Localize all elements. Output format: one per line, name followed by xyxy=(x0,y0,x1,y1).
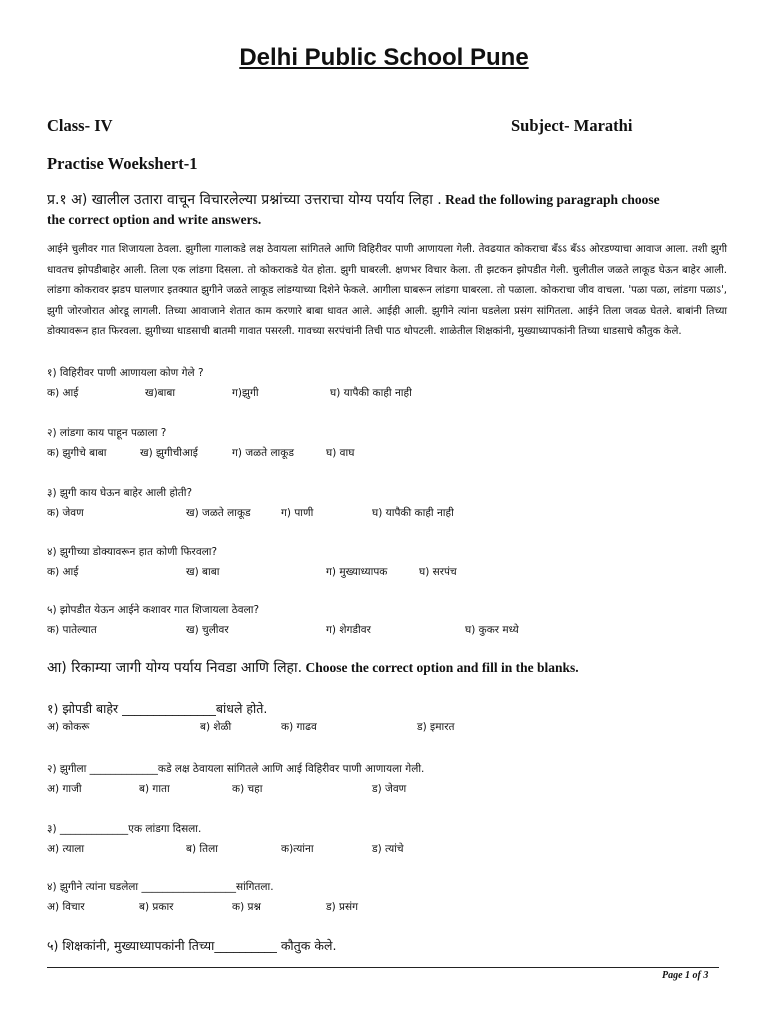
question-1-english-1: Read the following paragraph choose xyxy=(445,192,660,207)
mcq-question-4: ४) झुगीच्या डोक्यावरून हात कोणी फिरवला? xyxy=(47,546,218,558)
fill-option: ब) गाता xyxy=(139,783,170,795)
mcq-option: क) पातेल्यात xyxy=(47,624,97,636)
question-2-marathi: आ) रिकाम्या जागी योग्य पर्याय निवडा आणि लिहा. xyxy=(47,660,303,676)
fill-option: अ) गाजी xyxy=(47,783,82,795)
class-subject-row xyxy=(47,116,727,136)
mcq-option: ख) झुगीचीआई xyxy=(140,447,198,459)
fill-option: क) प्रश्न xyxy=(232,901,261,913)
mcq-question-3: ३) झुगी काय घेऊन बाहेर आली होती? xyxy=(47,487,193,499)
mcq-option: ग)झुगी xyxy=(232,387,259,399)
fill-question-1: १) झोपडी बाहेर _______________बांधले होते. xyxy=(47,701,268,716)
reading-paragraph: आईने चुलीवर गात शिजायला ठेवला. झुगीला गालाकडे लक्ष ठेवायला सांगितले आणि विहिरीवर पाणी आणायला गेली. तेवढयात कोकराचा बँऽऽ बँऽऽ ओरडण्याचा आवाज आला. तशी झुगी धावतच झोपडीबाहेर आली. तिला एक लांडगा दिसला. तो कोकराकडे येत होता. झुगी घाबरली. क्षणभर विचार केला. ती झटकन झोपडीत गेली. चुलीतील जळते लाकूड घेऊन बाहेर आली. लांडगा कोकरावर झडप घालणार इतक्यात झुगीने जळते लाकूड लांडग्याच्या दिशेने फेकले. आगीला घाबरून लांडगा घाबरला. तो पळाला. कोकराचा जीव वाचला. 'पळा पळा, लांडगा पळाऽ', झुगी जोरजोरात ओरडू लागली. तिच्या आवाजाने शेतात काम करणारे बाबा धावत आले. आईही आली. झुगीने त्यांना घडलेला प्रसंग सांगितला. आईने तिला जवळ घेतले. बाबांनी तिच्या डोक्यावरून हात फिरवला. झुगीच्या धाडसाची बातमी गावात पसरली. गावच्या सरपंचांनी तिची पाठ थोपटली. शाळेतील शिक्षकांनी, मुख्याध्यापकांनी तिच्या धाडसाचे कौतुक केले. xyxy=(47,244,727,337)
mcq-option: घ) यापैकी काही नाही xyxy=(372,507,454,519)
mcq-option: क) आई xyxy=(47,387,79,399)
fill-option: ड) प्रसंग xyxy=(326,901,359,913)
mcq-option: ग) जळते लाकूड xyxy=(232,447,294,459)
school-title: Delhi Public School Pune xyxy=(239,44,529,71)
fill-option: ब) शेळी xyxy=(200,721,232,733)
question-2-english: Choose the correct option and fill in the blanks. xyxy=(305,660,579,675)
mcq-option: घ) कुकर मध्ये xyxy=(465,624,519,636)
fill-question-3: ३) _____________एक लांडगा दिसला. xyxy=(47,823,202,835)
fill-option: अ) कोकरू xyxy=(47,721,90,733)
page-number: Page 1 of 3 xyxy=(662,970,709,981)
mcq-option: घ) वाघ xyxy=(326,447,355,459)
mcq-option: ख) चुलीवर xyxy=(186,624,229,636)
mcq-option: ख) बाबा xyxy=(186,566,220,578)
fill-option: ब) तिला xyxy=(186,843,218,855)
fill-question-2: २) झुगीला _____________कडे लक्ष ठेवायला सांगितले आणि आई विहिरीवर पाणी आणायला गेली. xyxy=(47,763,425,775)
class-label: Class- IV xyxy=(47,116,113,135)
fill-option: क) गाढव xyxy=(281,721,317,733)
fill-option: अ) त्याला xyxy=(47,843,85,855)
footer-divider xyxy=(47,967,719,968)
fill-option: क) चहा xyxy=(232,783,263,795)
mcq-option: ख)बाबा xyxy=(145,387,176,399)
fill-option: ब) प्रकार xyxy=(139,901,174,913)
mcq-option: क) जेवण xyxy=(47,507,84,519)
subject-label: Subject- Marathi xyxy=(511,116,633,135)
fill-option: क)त्यांना xyxy=(281,843,314,855)
mcq-question-5: ५) झोपडीत येऊन आईने कशावर गात शिजायला ठेवला? xyxy=(47,604,260,616)
question-2-heading xyxy=(47,658,727,678)
mcq-option: ग) पाणी xyxy=(281,507,314,519)
mcq-option: ग) मुख्याध्यापक xyxy=(326,566,388,578)
mcq-option: ग) शेगडीवर xyxy=(326,624,371,636)
fill-option: अ) विचार xyxy=(47,901,85,913)
worksheet-title: Practise Woekshert-1 xyxy=(47,154,198,173)
question-1-english-2: the correct option and write answers. xyxy=(47,212,262,227)
fill-option: ड) इमारत xyxy=(417,721,455,733)
mcq-option: क) आई xyxy=(47,566,79,578)
fill-question-4: ४) झुगीने त्यांना घडलेला __________________सांगितला. xyxy=(47,881,274,893)
mcq-option: क) झुगीचे बाबा xyxy=(47,447,107,459)
fill-option: ड) जेवण xyxy=(372,783,407,795)
mcq-question-1: १) विहिरीवर पाणी आणायला कोण गेले ? xyxy=(47,367,204,379)
question-1-heading xyxy=(47,190,727,230)
mcq-question-2: २) लांडगा काय पाहून पळाला ? xyxy=(47,427,167,439)
mcq-option: घ) यापैकी काही नाही xyxy=(330,387,412,399)
fill-question-5: ५) शिक्षकांनी, मुख्याध्यापकांनी तिच्या__________ कौतुक केले. xyxy=(47,938,337,953)
fill-option: ड) त्यांचे xyxy=(372,843,404,855)
mcq-option: घ) सरपंच xyxy=(419,566,457,578)
mcq-option: ख) जळते लाकूड xyxy=(186,507,251,519)
question-1-marathi: प्र.१ अ) खालील उतारा वाचून विचारलेल्या प्रश्नांच्या उत्तराचा योग्य पर्याय लिहा . xyxy=(47,192,442,208)
